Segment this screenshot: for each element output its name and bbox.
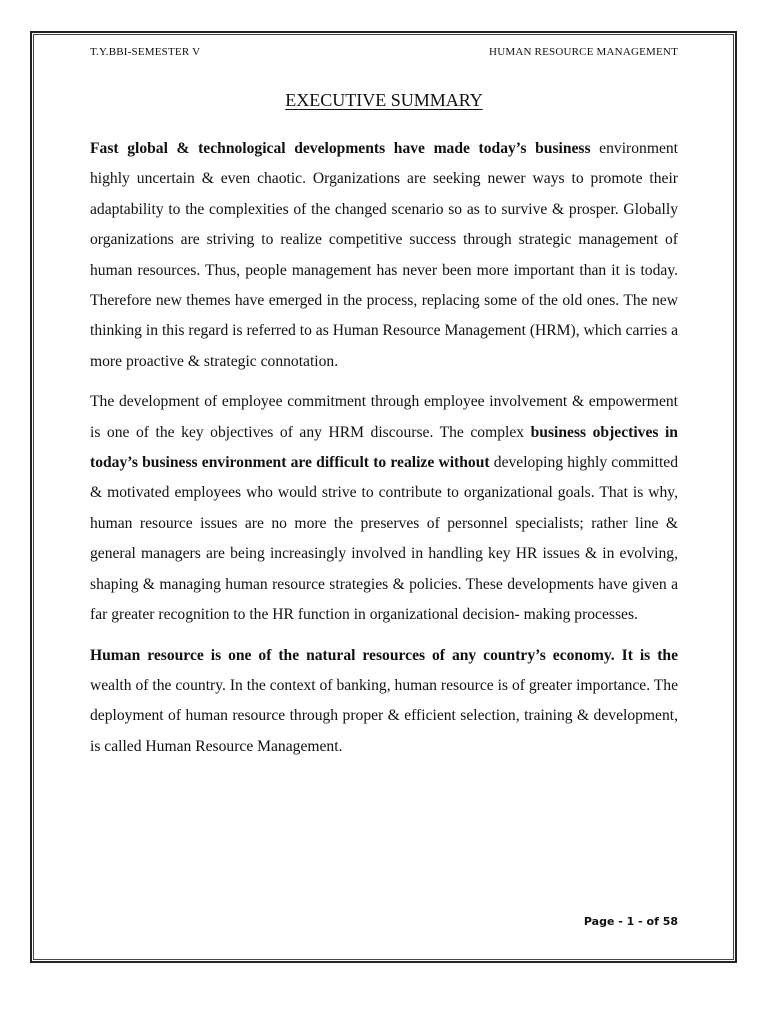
header-course: T.Y.BBI-SEMESTER V bbox=[90, 46, 201, 58]
paragraph-2 bbox=[90, 387, 678, 630]
running-header bbox=[90, 46, 678, 62]
paragraph-3-text: wealth of the country. In the context of banking, human resource is of greater importance. The deployment of human resource through proper & efficient selection, training & development, is called Human Resource Management. bbox=[90, 676, 678, 755]
paragraph-1-bold-lead: Fast global & technological developments have made today’s business bbox=[90, 140, 591, 157]
paragraph-1-text: environment highly uncertain & even chaotic. Organizations are seeking newer ways to promote their adaptability to the complexities of the changed scenario so as to survive & prosper. Globally organizations are striving to realize competitive success through strategic management of human resources. Thus, people management has never been more important than it is today. Therefore new themes have emerged in the process, replacing some of the old ones. The new thinking in this regard is referred to as Human Resource Management (HRM), which carries a more proactive & strategic connotation. bbox=[90, 140, 678, 370]
paragraph-2-text-before: The development of employee commitment through employee involvement & empowerment is one of the key objectives of any HRM discourse. The complex bbox=[90, 393, 678, 441]
page-title: EXECUTIVE SUMMARY bbox=[285, 90, 483, 110]
paragraph-3-bold-lead: Human resource is one of the natural resources of any country’s economy. It is the bbox=[90, 646, 678, 664]
paragraph-3 bbox=[90, 641, 678, 763]
page-number: Page - 1 - of 58 bbox=[583, 915, 678, 928]
header-subject: HUMAN RESOURCE MANAGEMENT bbox=[489, 46, 678, 58]
paragraph-1 bbox=[90, 134, 678, 377]
paragraph-2-bold-mid: business objectives in today’s business environment are difficult to realize without bbox=[90, 423, 678, 472]
paragraph-2-text-after: developing highly committed & motivated employees who would strive to contribute to organizational goals. That is why, human resource issues are no more the preserves of personnel specialists; rather line & general managers are being increasingly involved in handling key HR issues & in evolving, shaping & managing human resource strategies & policies. These developments have given a far greater recognition to the HR function in organizational decision- making processes. bbox=[90, 454, 678, 624]
document-body bbox=[90, 134, 678, 772]
